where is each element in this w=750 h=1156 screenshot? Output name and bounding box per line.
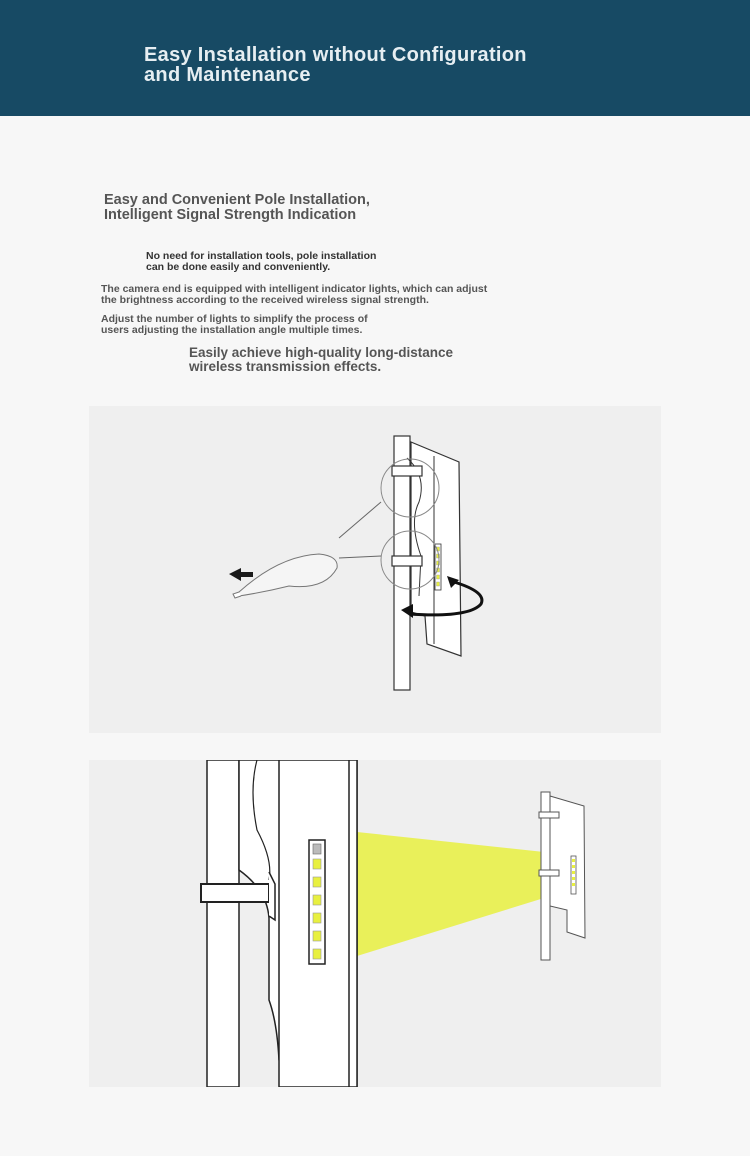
paragraph-adjust-lights: Adjust the number of lights to simplify the process of users adjusting the installation angle multiple times.	[101, 313, 368, 336]
signal-indicator-drawing	[89, 760, 661, 1087]
paragraph-tools: No need for installation tools, pole installation can be done easily and conveniently.	[146, 250, 377, 273]
section-title: Easy and Convenient Pole Installation, Intelligent Signal Strength Indication	[104, 192, 370, 223]
pole-closeup	[207, 760, 239, 1087]
lower-clamp	[392, 556, 422, 566]
header-banner	[0, 0, 750, 116]
pull-arrow-icon	[229, 568, 253, 581]
pole-installation-illustration	[89, 406, 661, 733]
signal-beam	[357, 832, 544, 956]
upper-clamp	[392, 466, 422, 476]
signal-indicator-illustration	[89, 760, 661, 1087]
paragraph-indicator-lights: The camera end is equipped with intelligent indicator lights, which can adjust the brightness according to the received wireless signal strength.	[101, 283, 488, 306]
clamp-closeup	[201, 884, 269, 902]
pole-installation-drawing	[89, 406, 661, 733]
cable-tie	[239, 554, 337, 596]
closing-statement: Easily achieve high-quality long-distance wireless transmission effects.	[189, 345, 454, 374]
page-title: Easy Installation without Configuration and Maintenance	[144, 44, 527, 86]
